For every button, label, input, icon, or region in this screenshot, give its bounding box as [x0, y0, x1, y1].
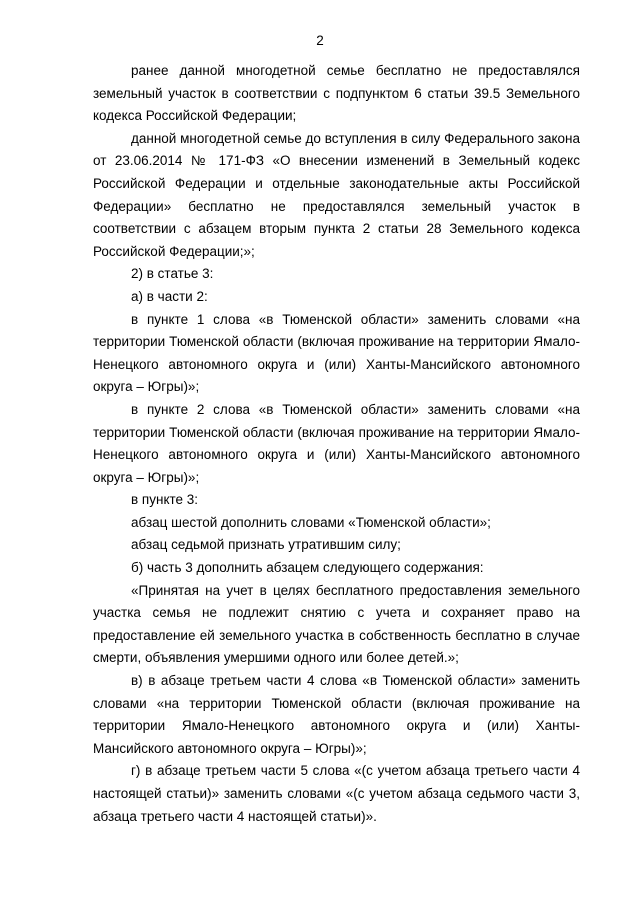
paragraph: в) в абзаце третьем части 4 слова «в Тюменской области» заменить словами «на территории Тюменской области (включая проживание на территории Ямало-Ненецкого автономного округа и (или) Ханты-Мансийского автономного округа – Югры)»; [93, 673, 580, 756]
paragraph: абзац шестой дополнить словами «Тюменской области»; [131, 514, 491, 530]
paragraph: г) в абзаце третьем части 5 слова «(с учетом абзаца третьего части 4 настоящей статьи)» заменить словами «(с учетом абзаца седьмого части 3, абзаца третьего части 4 настоящей статьи)». [93, 763, 580, 824]
paragraph: абзац седьмой признать утратившим силу; [131, 537, 401, 553]
paragraph: в пункте 1 слова «в Тюменской области» заменить словами «на территории Тюменской области (включая проживание на территории Ямало-Ненецкого автономного округа и (или) Ханты-Мансийского автономного округа – Югры)»; [93, 311, 580, 395]
document-body [93, 60, 580, 828]
paragraph: а) в части 2: [131, 288, 208, 304]
paragraph: данной многодетной семье до вступления в силу Федерального закона от 23.06.2014 № 171-ФЗ «О внесении изменений в Земельный кодекс Российской Федерации и отдельные законодательные акты Российской Федерации» бесплатно не предоставлялся земельный участок в соответствии с абзацем вторым пункта 2 статьи 28 Земельного кодекса Российской Федерации;»; [93, 130, 580, 259]
paragraph: ранее данной многодетной семье бесплатно не предоставлялся земельный участок в соответствии с подпунктом 6 статьи 39.5 Земельного кодекса Российской Федерации; [93, 63, 580, 124]
paragraph: в пункте 3: [131, 492, 199, 508]
paragraph: «Принятая на учет в целях бесплатного предоставления земельного участка семья не подлежит снятию с учета и сохраняет право на предоставление ей земельного участка в собственность бесплатно в случае смерти, объявления умершими одного или более детей.»; [93, 582, 580, 666]
paragraph: 2) в статье 3: [131, 266, 214, 282]
paragraph: в пункте 2 слова «в Тюменской области» заменить словами «на территории Тюменской области (включая проживание на территории Ямало-Ненецкого автономного округа и (или) Ханты-Мансийского автономного округа – Югры)»; [93, 401, 580, 485]
paragraph: б) часть 3 дополнить абзацем следующего содержания: [131, 560, 484, 576]
page-number: 2 [316, 33, 324, 48]
